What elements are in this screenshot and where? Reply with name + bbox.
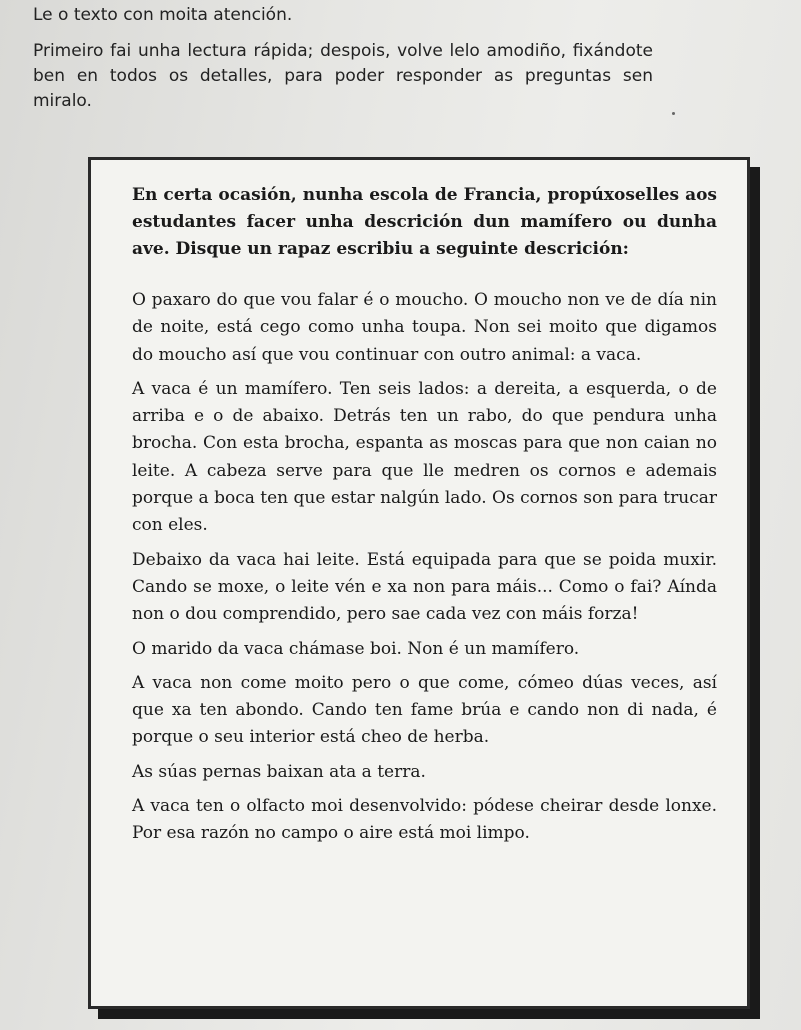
story-paragraph-milk: Debaixo da vaca hai leite. Está equipada para que se poida muxir. Cando se moxe, o leite vén e xa non para máis... Como o fai? Aínda non o dou comprendido, pero sae cada vez con máis forza! bbox=[132, 549, 717, 625]
story-paragraph-legs: As súas pernas baixan ata a terra. bbox=[132, 761, 426, 782]
instruction-paragraph: Primeiro fai unha lectura rápida; despois, volve lelo amodiño, fixándote ben en todos os detalles, para poder responder as preguntas sen miralo. bbox=[33, 41, 653, 111]
story-paragraph-ox: O marido da vaca chámase boi. Non é un mamífero. bbox=[132, 638, 580, 659]
story-intro: En certa ocasión, nunha escola de Francia, propúxoselles aos estudantes facer unha descrición dun mamífero ou dunha ave. Disque un rapaz escribiu a seguinte descrición: bbox=[132, 185, 717, 259]
instructions bbox=[33, 2, 773, 114]
story-text bbox=[132, 182, 717, 855]
instruction-heading: Le o texto con moita atención. bbox=[33, 5, 293, 25]
story-paragraph-cow-sides: A vaca é un mamífero. Ten seis lados: a dereita, a esquerda, o de arriba e o de abaixo. Detrás ten un rabo, do que pendura unha brocha. Con esta brocha, espanta as moscas para que non caian no leite. A cabeza serve para que lle medren os cornos e ademais porque a boca ten que estar nalgún lado. Os cornos son para trucar con eles. bbox=[132, 378, 717, 536]
story-paragraph-smell: A vaca ten o olfacto moi desenvolvido: pódese cheirar desde lonxe. Por esa razón no campo o aire está moi limpo. bbox=[132, 796, 717, 844]
story-box bbox=[88, 157, 750, 1009]
story-paragraph-owl: O paxaro do que vou falar é o moucho. O moucho non ve de día nin de noite, está cego como unha toupa. Non sei moito que digamos do moucho así que vou continuar con outro animal: a vaca. bbox=[132, 290, 717, 365]
print-speck bbox=[672, 112, 675, 115]
story-paragraph-eating: A vaca non come moito pero o que come, cómeo dúas veces, así que xa ten abondo. Cando ten fame brúa e cando non di nada, é porque o seu interior está cheo de herba. bbox=[132, 672, 717, 748]
